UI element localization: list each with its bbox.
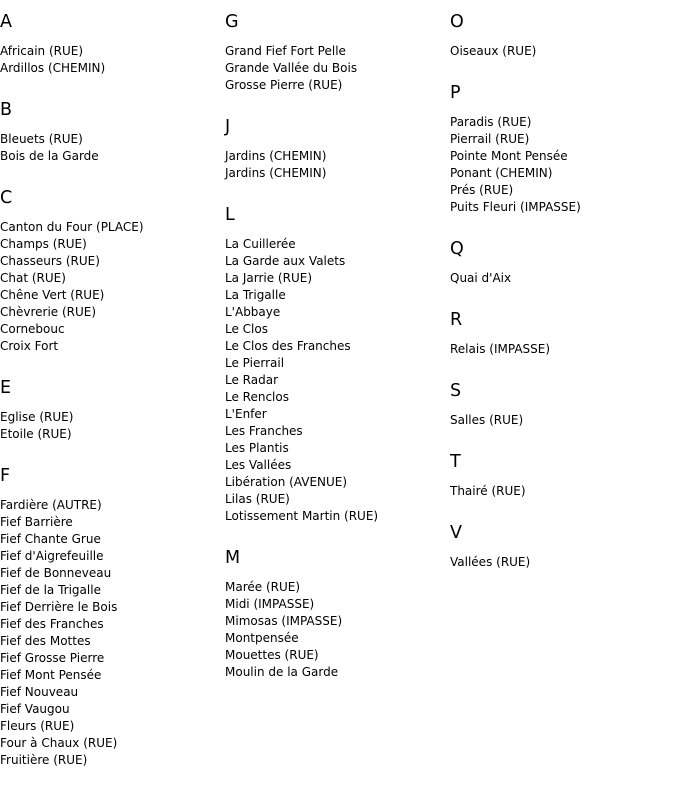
street-link[interactable]: Fief Grosse Pierre [0,651,105,665]
letter-heading: P [450,83,461,103]
letter-group [450,10,670,60]
letter-group [225,115,445,182]
street-link[interactable]: Chêne Vert (RUE) [0,288,105,302]
street-list [450,43,670,60]
street-link[interactable]: Bois de la Garde [0,149,99,163]
street-list [450,341,670,358]
letter-group [450,450,670,500]
street-link[interactable]: Puits Fleuri (IMPASSE) [450,200,581,214]
street-link[interactable]: La Cuillerée [225,237,296,251]
street-link[interactable]: Oiseaux (RUE) [450,44,537,58]
letter-heading: B [0,100,13,120]
letter-group [0,464,220,769]
street-link[interactable]: Le Renclos [225,390,289,404]
letter-heading: C [0,188,13,208]
street-link[interactable]: Fief Chante Grue [0,532,101,546]
letter-heading: A [0,12,12,32]
street-link[interactable]: Le Radar [225,373,279,387]
street-link[interactable]: Fief Nouveau [0,685,79,699]
index-column-2 [225,10,445,702]
street-link[interactable]: Pierrail (RUE) [450,132,530,146]
street-link[interactable]: Mouettes (RUE) [225,648,319,662]
street-link[interactable]: Grande Vallée du Bois [225,61,358,75]
street-link[interactable]: Marée (RUE) [225,580,301,594]
street-link[interactable]: Fief des Mottes [0,634,91,648]
letter-group [0,186,220,355]
street-link[interactable]: Le Clos [225,322,268,336]
letter-group [450,308,670,358]
letter-heading: T [450,452,461,472]
street-link[interactable]: La Trigalle [225,288,286,302]
street-link[interactable]: La Jarrie (RUE) [225,271,312,285]
street-link[interactable]: Le Pierrail [225,356,285,370]
street-link[interactable]: Les Franches [225,424,303,438]
street-link[interactable]: Mimosas (IMPASSE) [225,614,343,628]
letter-group [450,521,670,571]
street-link[interactable]: Midi (IMPASSE) [225,597,315,611]
street-list [0,131,220,165]
street-link[interactable]: Etoile (RUE) [0,427,72,441]
letter-group [0,10,220,77]
street-link[interactable]: Four à Chaux (RUE) [0,736,118,750]
street-list [225,579,445,681]
index-column-3 [450,10,670,592]
street-link[interactable]: Moulin de la Garde [225,665,339,679]
street-link[interactable]: L'Enfer [225,407,267,421]
street-link[interactable]: Fief des Franches [0,617,104,631]
street-link[interactable]: Vallées (RUE) [450,555,531,569]
street-link[interactable]: Chasseurs (RUE) [0,254,100,268]
street-link[interactable]: Bleuets (RUE) [0,132,83,146]
street-link[interactable]: Salles (RUE) [450,413,524,427]
street-link[interactable]: Jardins (CHEMIN) [225,149,327,163]
street-list [450,270,670,287]
street-link[interactable]: Montpensée [225,631,299,645]
street-list [225,43,445,94]
street-list [0,219,220,355]
street-link[interactable]: Fief Vaugou [0,702,70,716]
street-link[interactable]: Ponant (CHEMIN) [450,166,553,180]
letter-group [450,237,670,287]
street-link[interactable]: Grand Fief Fort Pelle [225,44,346,58]
street-link[interactable]: Libération (AVENUE) [225,475,348,489]
street-link[interactable]: Prés (RUE) [450,183,514,197]
street-link[interactable]: Fardière (AUTRE) [0,498,102,512]
letter-group [225,546,445,681]
street-link[interactable]: Fleurs (RUE) [0,719,75,733]
street-list [225,148,445,182]
street-link[interactable]: Ardillos (CHEMIN) [0,61,106,75]
street-link[interactable]: Fruitière (RUE) [0,753,88,767]
street-link[interactable]: Jardins (CHEMIN) [225,166,327,180]
letter-group [450,81,670,216]
letter-heading: Q [450,239,464,259]
letter-group [450,379,670,429]
street-link[interactable]: Relais (IMPASSE) [450,342,551,356]
index-column-1 [0,10,220,790]
street-link[interactable]: Fief Mont Pensée [0,668,102,682]
street-list [450,114,670,216]
street-list [450,554,670,571]
street-link[interactable]: Fief Barrière [0,515,73,529]
street-link[interactable]: Chèvrerie (RUE) [0,305,97,319]
street-list [225,236,445,525]
street-link[interactable]: Les Plantis [225,441,289,455]
street-link[interactable]: Les Vallées [225,458,292,472]
street-link[interactable]: Africain (RUE) [0,44,84,58]
letter-heading: L [225,205,235,225]
street-list [0,497,220,769]
street-link[interactable]: Champs (RUE) [0,237,87,251]
letter-heading: M [225,548,241,568]
letter-heading: G [225,12,239,32]
street-link[interactable]: Fief Derrière le Bois [0,600,118,614]
letter-heading: R [450,310,463,330]
street-link[interactable]: Pointe Mont Pensée [450,149,568,163]
street-link[interactable]: Fief de la Trigalle [0,583,101,597]
street-link[interactable]: Le Clos des Franches [225,339,351,353]
street-link[interactable]: Fief de Bonneveau [0,566,112,580]
street-link[interactable]: Grosse Pierre (RUE) [225,78,343,92]
letter-heading: J [225,117,231,137]
letter-group [0,98,220,165]
street-link[interactable]: Lilas (RUE) [225,492,290,506]
street-list [0,409,220,443]
street-link[interactable]: La Garde aux Valets [225,254,346,268]
street-list [0,43,220,77]
letter-group [225,203,445,525]
street-link[interactable]: Fief d'Aigrefeuille [0,549,104,563]
letter-group [0,376,220,443]
street-link[interactable]: Eglise (RUE) [0,410,74,424]
street-link[interactable]: Paradis (RUE) [450,115,532,129]
street-list [450,412,670,429]
street-link[interactable]: Chat (RUE) [0,271,66,285]
street-list [450,483,670,500]
street-link[interactable]: Croix Fort [0,339,59,353]
letter-group [225,10,445,94]
letter-heading: S [450,381,462,401]
street-link[interactable]: Lotissement Martin (RUE) [225,509,379,523]
letter-heading: E [0,378,12,398]
street-link[interactable]: Cornebouc [0,322,65,336]
street-link[interactable]: Canton du Four (PLACE) [0,220,144,234]
letter-heading: V [450,523,462,543]
letter-heading: O [450,12,464,32]
letter-heading: F [0,466,11,486]
street-link[interactable]: Thairé (RUE) [450,484,526,498]
street-link[interactable]: L'Abbaye [225,305,281,319]
street-link[interactable]: Quai d'Aix [450,271,512,285]
